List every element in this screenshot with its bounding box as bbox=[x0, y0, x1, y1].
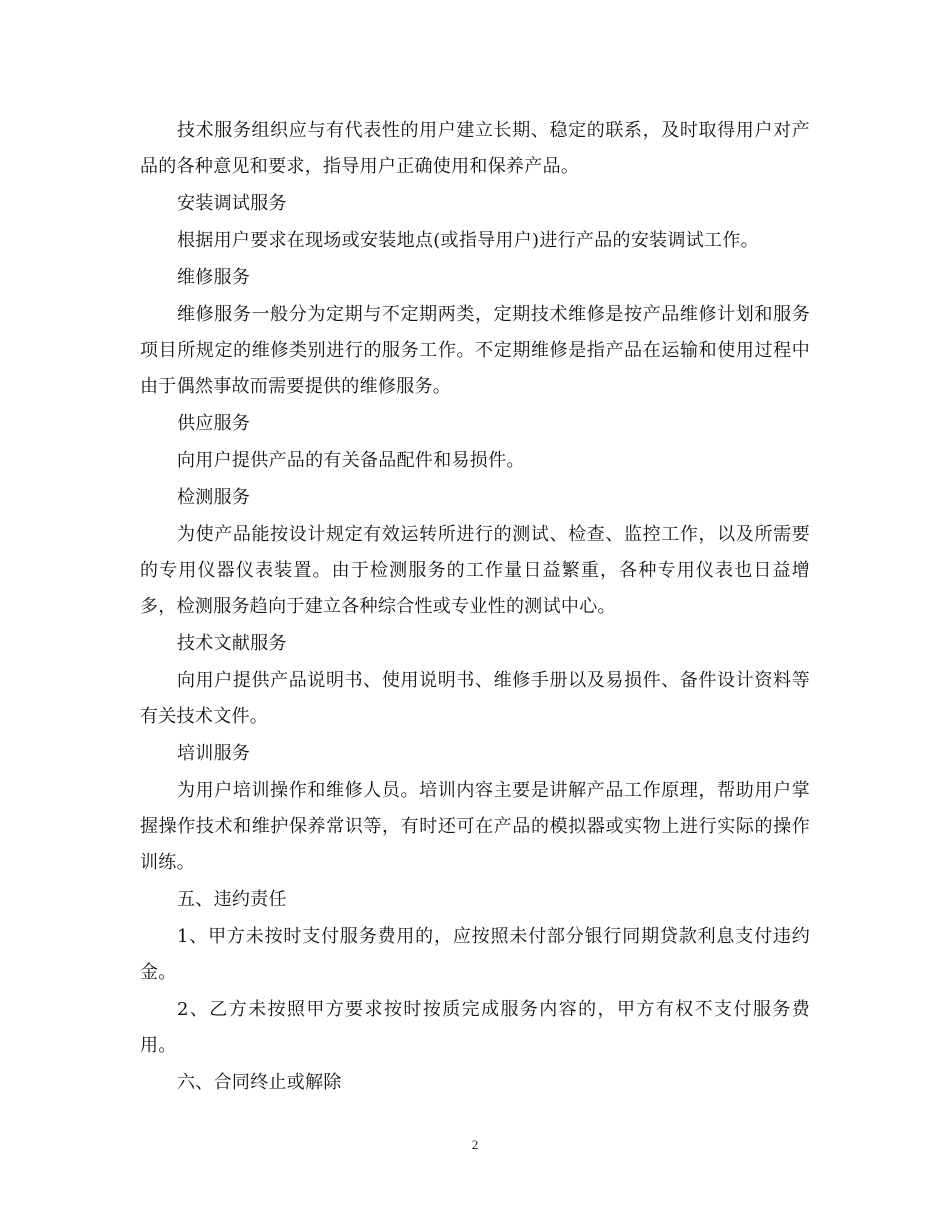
clause-1-party-a-late-payment: 1、甲方未按时支付服务费用的，应按照未付部分银行同期贷款利息支付违约金。 bbox=[140, 926, 810, 983]
heading-installation-service: 安装调试服务 bbox=[177, 193, 287, 214]
heading-training-service: 培训服务 bbox=[177, 743, 251, 764]
paragraph-installation-service: 根据用户要求在现场或安装地点(或指导用户)进行产品的安装调试工作。 bbox=[177, 230, 759, 251]
paragraph-testing-service: 为使产品能按设计规定有效运转所进行的测试、检查、监控工作，以及所需要的专用仪器仪表装置。由于检测服务的工作量日益繁重，各种专用仪表也日益增多，检测服务趋向于建立各种综合性或专业性的测试中心。 bbox=[140, 524, 810, 617]
heading-supply-service: 供应服务 bbox=[177, 413, 251, 434]
paragraph-maintenance-service: 维修服务一般分为定期与不定期两类，定期技术维修是按产品维修计划和服务项目所规定的维修类别进行的服务工作。不定期维修是指产品在运输和使用过程中由于偶然事故而需要提供的维修服务。 bbox=[140, 304, 810, 397]
heading-technical-documentation-service: 技术文献服务 bbox=[177, 633, 287, 654]
paragraph-training-service: 为用户培训操作和维修人员。培训内容主要是讲解产品工作原理，帮助用户掌握操作技术和维护保养常识等，有时还可在产品的模拟器或实物上进行实际的操作训练。 bbox=[140, 780, 810, 873]
heading-maintenance-service: 维修服务 bbox=[177, 267, 251, 288]
section-heading-termination: 六、合同终止或解除 bbox=[177, 1072, 342, 1093]
paragraph-technical-documentation-service: 向用户提供产品说明书、使用说明书、维修手册以及易损件、备件设计资料等有关技术文件。 bbox=[140, 670, 810, 727]
section-heading-breach-liability: 五、违约责任 bbox=[177, 889, 287, 910]
heading-testing-service: 检测服务 bbox=[177, 487, 251, 508]
paragraph-supply-service: 向用户提供产品的有关备品配件和易损件。 bbox=[177, 450, 525, 471]
clause-2-party-b-nonperformance: 2、乙方未按照甲方要求按时按质完成服务内容的，甲方有权不支付服务费用。 bbox=[140, 999, 810, 1056]
page-number: 2 bbox=[471, 1137, 479, 1152]
paragraph-service-contact: 技术服务组织应与有代表性的用户建立长期、稳定的联系，及时取得用户对产品的各种意见和要求，指导用户正确使用和保养产品。 bbox=[140, 120, 810, 177]
document-body bbox=[140, 113, 810, 1102]
